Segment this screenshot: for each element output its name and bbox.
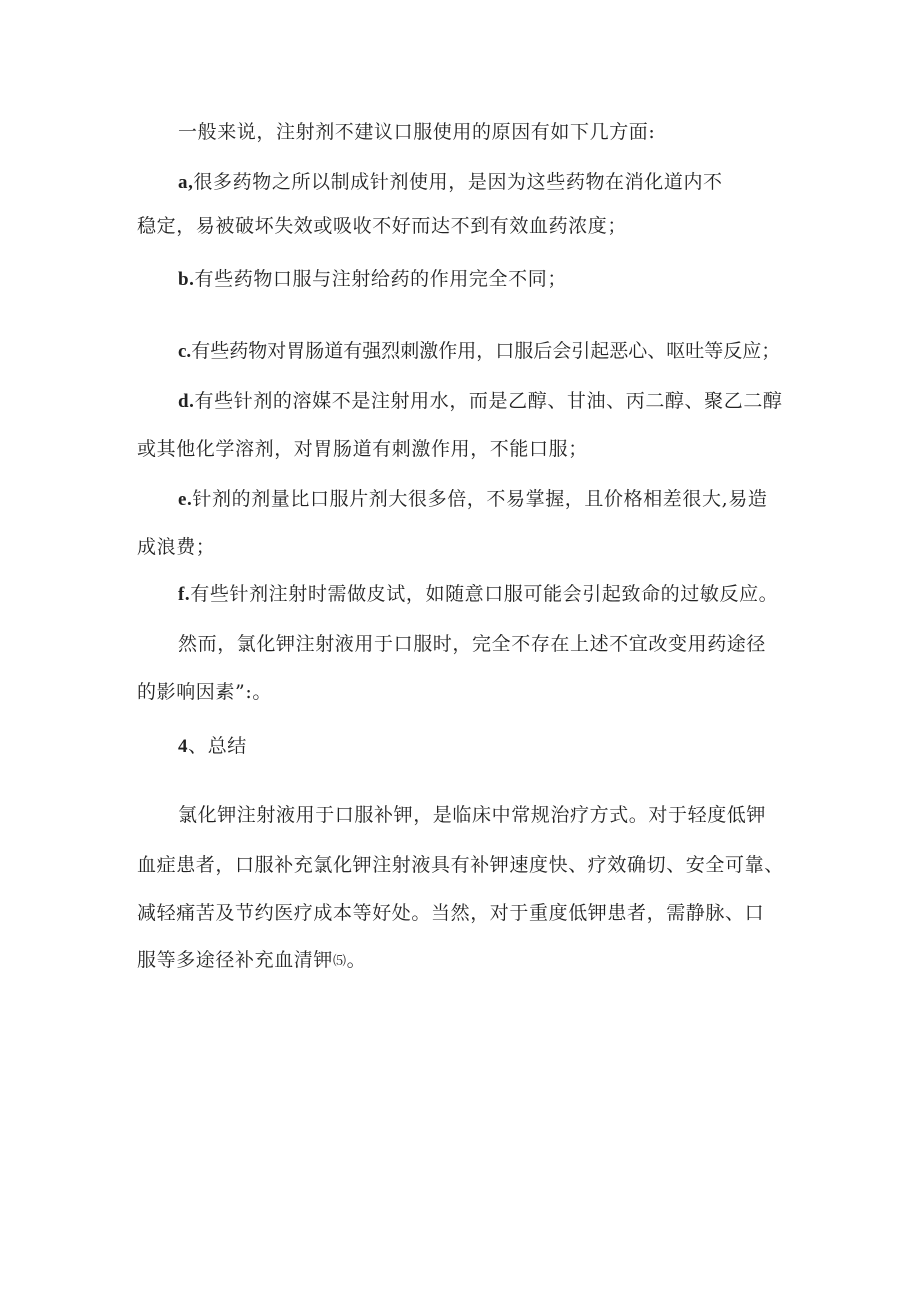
item-d-marker: d. (178, 391, 195, 412)
item-c-marker: c. (178, 341, 192, 362)
citation-marker: ⑸ (333, 954, 347, 969)
item-e-line-1: e.针剂的剂量比口服片剂大很多倍，不易掌握，且价格相差很大,易造 (178, 488, 768, 510)
summary-line-4: 服等多途径补充血清钾⑸。 (137, 949, 367, 971)
item-f-marker: f. (178, 584, 191, 605)
item-a-marker: a, (178, 172, 194, 193)
item-d-line-1: d.有些针剂的溶媒不是注射用水，而是乙醇、甘油、丙二醇、聚乙二醇 (178, 390, 783, 412)
item-f: f.有些针剂注射时需做皮试，如随意口服可能会引起致命的过敏反应。 (178, 583, 779, 605)
summary-line-3: 减轻痛苦及节约医疗成本等好处。当然，对于重度低钾患者，需静脉、口 (137, 902, 765, 924)
item-a-line-2: 稳定，易被破坏失效或吸收不好而达不到有效血药浓度； (137, 215, 628, 237)
item-a-line-1: a,很多药物之所以制成针剂使用，是因为这些药物在消化道内不 (178, 171, 723, 193)
item-d-line-2: 或其他化学溶剂，对胃肠道有刺激作用，不能口服； (137, 438, 588, 460)
however-line-1: 然而，氯化钾注射液用于口服时，完全不存在上述不宜改变用药途径 (178, 633, 767, 655)
however-line-2: 的影响因素”:。 (137, 681, 272, 703)
item-b-marker: b. (178, 269, 195, 290)
summary-line-2: 血症患者，口服补充氯化钾注射液具有补钾速度快、疗效确切、安全可靠、 (137, 854, 784, 876)
item-c: c.有些药物对胃肠道有强烈刺激作用，口服后会引起恶心、呕吐等反应； (178, 340, 781, 362)
section-title: 、总结 (188, 735, 247, 757)
section-number: 4 (178, 736, 189, 757)
item-e-marker: e. (178, 489, 193, 510)
item-e-line-2: 成浪费； (137, 536, 216, 558)
summary-line-1: 氯化钾注射液用于口服补钾，是临床中常规治疗方式。对于轻度低钾 (178, 804, 767, 826)
section-heading (178, 734, 247, 759)
intro-paragraph: 一般来说，注射剂不建议口服使用的原因有如下几方面: (178, 121, 656, 143)
item-b: b.有些药物口服与注射给药的作用完全不同； (178, 268, 567, 290)
